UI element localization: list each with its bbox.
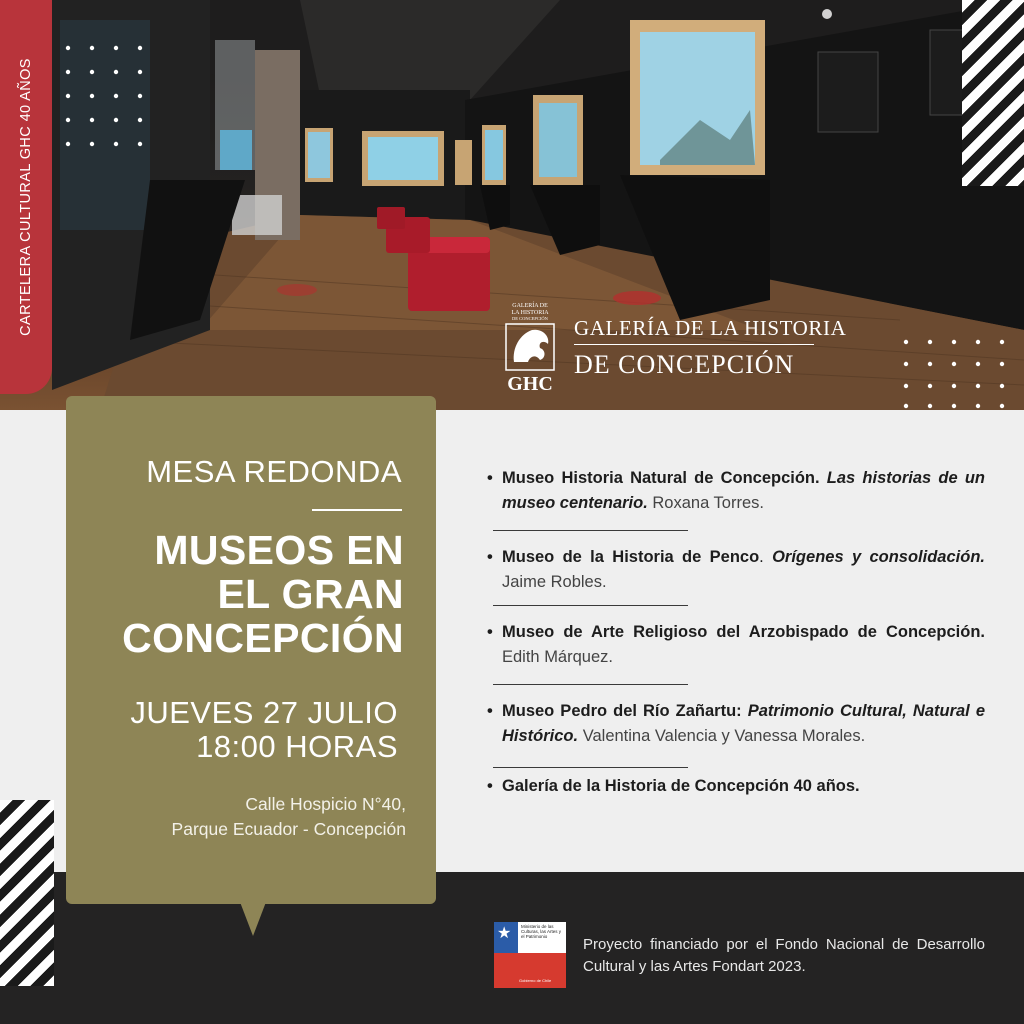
address-line-1: Calle Hospicio N°40, <box>245 794 406 814</box>
funding-note: Proyecto financiado por el Fondo Nacional de Desarrollo Cultural y las Artes Fondart 2023. <box>583 936 985 975</box>
talk-museum: Museo de la Historia de Penco <box>502 548 760 566</box>
talk-topic: Patrimonio Cultural, Natural e Histórico. <box>502 702 985 745</box>
event-card <box>66 396 436 904</box>
event-divider <box>312 509 402 511</box>
card-pointer <box>240 902 266 936</box>
list-divider <box>493 684 688 685</box>
talk-speaker: Roxana Torres. <box>652 494 764 512</box>
logo-line-1: GALERÍA DE LA HISTORIA <box>574 315 847 340</box>
gov-logo-text: Ministerio de las Culturas, las Artes y el Patrimonio <box>521 924 562 940</box>
talk-separator: . <box>759 548 764 566</box>
event-address <box>172 792 406 842</box>
talk-topic: Orígenes y consolidación. <box>772 548 985 566</box>
event-title-line: MUSEOS EN <box>154 527 404 573</box>
talk-museum: Museo Historia Natural de Concepción. <box>502 469 820 487</box>
stripes-decoration-bottom <box>0 800 54 986</box>
event-type: MESA REDONDA <box>146 454 402 489</box>
svg-text:GALERÍA DE: GALERÍA DE <box>512 303 548 309</box>
gobierno-de-chile-logo <box>494 922 566 988</box>
event-time: 18:00 HORAS <box>196 729 398 764</box>
talk-museum: Galería de la Historia de Concepción 40 años. <box>502 777 860 795</box>
talk-speaker: Edith Márquez. <box>502 648 613 666</box>
logo-divider <box>574 344 814 345</box>
list-divider <box>493 605 688 606</box>
list-item <box>485 545 985 595</box>
star-icon: ★ <box>497 925 512 942</box>
list-divider <box>493 767 688 768</box>
ghc-logo <box>502 300 846 396</box>
logo-line-2: DE CONCEPCIÓN <box>574 349 795 379</box>
list-divider <box>493 530 688 531</box>
gov-logo-subtitle: Gobierno de Chile <box>519 978 552 983</box>
event-title-line: EL GRAN <box>217 571 404 617</box>
event-title <box>122 528 404 660</box>
list-item <box>485 466 985 516</box>
talks-list <box>485 466 985 799</box>
list-item <box>485 774 985 799</box>
event-datetime <box>130 696 398 764</box>
stripes-decoration-top <box>962 0 1024 186</box>
event-title-line: CONCEPCIÓN <box>122 615 404 661</box>
list-item <box>485 620 985 670</box>
side-label-tab <box>0 0 52 394</box>
ghc-emblem-icon <box>502 300 558 396</box>
talk-topic: Las historias de un museo centenario. <box>502 469 985 512</box>
address-line-2: Parque Ecuador - Concepción <box>171 819 406 839</box>
talk-speaker: Valentina Valencia y Vanessa Morales. <box>582 727 866 745</box>
svg-text:LA HISTORIA: LA HISTORIA <box>511 310 549 316</box>
list-item <box>485 699 985 749</box>
svg-text:GHC: GHC <box>507 373 553 395</box>
talk-museum: Museo Pedro del Río Zañartu: <box>502 702 742 720</box>
event-date: JUEVES 27 JULIO <box>130 695 398 730</box>
talk-museum: Museo de Arte Religioso del Arzobispado de Concepción. <box>502 623 985 641</box>
talk-speaker: Jaime Robles. <box>502 573 607 591</box>
side-label: CARTELERA CULTURAL GHC 40 AÑOS <box>18 58 34 336</box>
svg-text:DE CONCEPCIÓN: DE CONCEPCIÓN <box>512 316 548 321</box>
